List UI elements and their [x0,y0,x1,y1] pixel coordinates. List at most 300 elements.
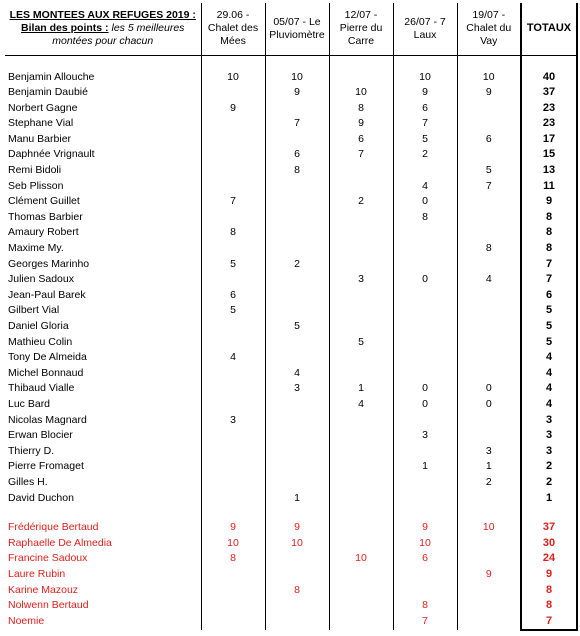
total-cell: 4 [521,350,577,366]
score-cell [329,257,393,273]
empty-cell [457,55,521,70]
score-cell [201,147,265,163]
score-cell [201,366,265,382]
score-cell [265,272,329,288]
score-cell [329,319,393,335]
table-row [5,319,577,335]
table-title [5,3,201,55]
score-cell [329,210,393,226]
participant-name: Manu Barbier [8,132,72,145]
participant-name: Georges Marinho [8,257,90,270]
event-header: 05/07 - Le Pluviomètre [265,3,329,55]
participant-name: Thibaud Vialle [8,382,75,395]
score-cell: 9 [457,567,521,583]
score-cell [201,428,265,444]
table-row [5,210,577,226]
table-row [5,116,577,132]
score-cell [329,366,393,382]
score-cell [265,303,329,319]
table-row [5,179,577,195]
participant-name: Mathieu Colin [8,335,73,348]
score-cell [329,536,393,552]
total-cell: 8 [521,225,577,241]
score-cell [265,598,329,614]
table-row [5,272,577,288]
score-cell [265,335,329,351]
table-row [5,163,577,179]
score-cell [457,536,521,552]
table-row [5,132,577,148]
participant-name: Nicolas Magnard [8,413,87,426]
table-row [5,225,577,241]
spacer-row [5,55,577,70]
participant-name: Thomas Barbier [8,210,83,223]
total-cell: 5 [521,303,577,319]
score-cell [329,475,393,491]
score-cell [457,428,521,444]
score-cell [265,179,329,195]
score-cell: 3 [457,444,521,460]
table-row [5,366,577,382]
score-cell: 0 [393,272,457,288]
score-cell [201,132,265,148]
table-row [5,413,577,429]
score-cell: 8 [201,551,265,567]
score-cell [265,132,329,148]
score-cell [393,163,457,179]
score-cell [201,614,265,631]
table-row [5,444,577,460]
participant-name: David Duchon [8,491,74,504]
score-cell: 4 [201,350,265,366]
participant-name: Laure Rubin [8,567,66,580]
participant-name: Amaury Robert [8,226,79,239]
title-bold: Bilan des points : [21,22,109,35]
event-header: 29.06 - Chalet des Mées [201,3,265,55]
score-cell [201,210,265,226]
score-cell [201,163,265,179]
score-cell: 5 [201,257,265,273]
score-cell: 2 [393,147,457,163]
total-cell: 7 [521,614,577,631]
total-cell: 5 [521,319,577,335]
participant-name: Daphnée Vrignault [8,148,95,161]
participant-name: Michel Bonnaud [8,366,84,379]
title-line2 [9,22,197,35]
score-cell [329,163,393,179]
score-cell [329,225,393,241]
score-cell [457,101,521,117]
score-cell: 10 [457,70,521,86]
score-cell: 2 [457,475,521,491]
score-cell [457,335,521,351]
participant-name: Gilles H. [8,475,48,488]
table-row [5,614,577,631]
participant-name: Thierry D. [8,444,55,457]
score-cell [393,350,457,366]
score-cell: 5 [265,319,329,335]
score-cell [329,288,393,304]
score-cell [457,598,521,614]
total-cell: 23 [521,116,577,132]
score-cell: 1 [329,381,393,397]
score-cell [201,116,265,132]
score-cell: 9 [457,85,521,101]
score-cell [329,413,393,429]
score-cell: 2 [265,257,329,273]
score-cell [329,520,393,536]
participant-name: Julien Sadoux [8,273,74,286]
score-cell [265,413,329,429]
score-cell [329,444,393,460]
empty-cell [329,55,393,70]
title-line3: montées pour chacun [52,35,154,48]
score-cell: 5 [457,163,521,179]
score-cell [265,225,329,241]
total-cell: 23 [521,101,577,117]
score-cell: 8 [201,225,265,241]
score-cell: 4 [457,272,521,288]
score-cell [329,491,393,507]
score-cell: 7 [265,116,329,132]
score-cell [329,428,393,444]
spacer-row [5,506,577,520]
score-cell: 5 [201,303,265,319]
participant-name: Francine Sadoux [8,552,88,565]
table-row [5,194,577,210]
total-cell: 4 [521,381,577,397]
table-row [5,459,577,475]
score-cell: 0 [393,381,457,397]
score-cell [265,428,329,444]
table-row [5,567,577,583]
total-cell: 3 [521,444,577,460]
score-cell: 1 [265,491,329,507]
score-cell [329,583,393,599]
score-cell: 6 [393,551,457,567]
score-cell: 8 [393,598,457,614]
score-cell [393,413,457,429]
table-row [5,536,577,552]
score-cell [457,366,521,382]
participant-name: Norbert Gagne [8,101,78,114]
score-cell: 10 [201,536,265,552]
total-cell: 8 [521,583,577,599]
table-row [5,335,577,351]
table-row [5,350,577,366]
total-cell: 6 [521,288,577,304]
participant-name: Benjamin Allouche [8,70,95,83]
total-cell: 3 [521,413,577,429]
score-cell [457,225,521,241]
score-cell: 8 [265,583,329,599]
score-cell [457,210,521,226]
score-cell [393,491,457,507]
score-cell [201,598,265,614]
score-cell [265,567,329,583]
score-cell [265,241,329,257]
table-row [5,303,577,319]
score-cell [457,491,521,507]
score-cell [265,475,329,491]
participant-name: Clément Guillet [8,195,80,208]
score-cell [201,272,265,288]
participant-name: Luc Bard [8,397,51,410]
score-cell: 5 [393,132,457,148]
score-cell: 9 [265,85,329,101]
empty-cell [521,55,577,70]
score-cell [457,614,521,631]
score-cell [457,116,521,132]
empty-cell [457,506,521,520]
score-cell [457,551,521,567]
score-cell: 6 [201,288,265,304]
score-cell [201,85,265,101]
score-cell: 5 [329,335,393,351]
score-cell [201,319,265,335]
totals-header: TOTAUX [521,3,577,55]
score-cell: 10 [201,70,265,86]
score-cell: 7 [201,194,265,210]
score-cell [265,459,329,475]
score-cell [393,567,457,583]
results-table [5,3,578,631]
total-cell: 15 [521,147,577,163]
score-cell: 9 [265,520,329,536]
score-cell: 3 [329,272,393,288]
total-cell: 9 [521,567,577,583]
score-cell: 0 [393,194,457,210]
participant-name: Daniel Gloria [8,320,69,332]
score-cell [329,598,393,614]
total-cell: 30 [521,536,577,552]
table-row [5,397,577,413]
score-cell [201,335,265,351]
participant-name: Stephane Vial [8,117,74,130]
score-cell [329,614,393,631]
table-row [5,241,577,257]
total-cell: 7 [521,257,577,273]
participant-name: Frédérique Bertaud [8,521,99,534]
title-italic: les 5 meilleures [108,22,185,35]
empty-cell [5,55,201,70]
score-cell: 10 [265,536,329,552]
empty-cell [201,55,265,70]
participant-name: Karine Mazouz [8,583,79,596]
score-cell: 0 [457,381,521,397]
participant-name: Noemie [8,615,45,628]
total-cell: 4 [521,366,577,382]
score-cell [265,444,329,460]
score-cell [393,225,457,241]
participant-name: Erwan Blocier [8,429,73,442]
participant-name: Benjamin Daubié [8,86,88,99]
table-row [5,583,577,599]
table-row [5,598,577,614]
score-cell [393,335,457,351]
score-cell: 4 [329,397,393,413]
participant-name: Seb Plisson [8,179,64,192]
total-cell: 40 [521,70,577,86]
table-row [5,475,577,491]
score-cell: 3 [393,428,457,444]
score-cell [329,350,393,366]
score-cell [265,101,329,117]
score-cell: 8 [329,101,393,117]
score-cell: 9 [329,116,393,132]
score-cell: 9 [393,520,457,536]
score-cell [457,257,521,273]
table-row [5,147,577,163]
score-cell [265,614,329,631]
score-cell [393,366,457,382]
score-cell: 3 [265,381,329,397]
total-cell: 11 [521,179,577,195]
participant-name: Gilbert Vial [8,304,60,317]
total-cell: 1 [521,491,577,507]
score-cell: 6 [265,147,329,163]
score-cell [329,179,393,195]
score-cell [329,459,393,475]
score-cell: 9 [201,520,265,536]
empty-cell [265,506,329,520]
score-cell: 1 [393,459,457,475]
total-cell: 5 [521,335,577,351]
score-cell: 10 [457,520,521,536]
score-cell [329,567,393,583]
score-cell [457,194,521,210]
participant-name: Raphaelle De Almedia [8,536,112,549]
score-cell: 7 [457,179,521,195]
total-cell: 7 [521,272,577,288]
score-cell [329,241,393,257]
score-cell [457,303,521,319]
score-cell [201,491,265,507]
score-cell [265,210,329,226]
score-cell [393,241,457,257]
total-cell: 37 [521,85,577,101]
score-cell [457,583,521,599]
score-cell: 1 [457,459,521,475]
table-row [5,428,577,444]
table-row [5,520,577,536]
event-header: 12/07 - Pierre du Carre [329,3,393,55]
score-cell [201,459,265,475]
score-cell: 4 [265,366,329,382]
table-row [5,101,577,117]
total-cell: 8 [521,241,577,257]
event-header: 19/07 - Chalet du Vay [457,3,521,55]
title-line1: LES MONTEES AUX REFUGES 2019 : [9,9,196,22]
total-cell: 8 [521,598,577,614]
score-cell: 10 [329,551,393,567]
empty-cell [329,506,393,520]
total-cell: 4 [521,397,577,413]
score-cell [393,444,457,460]
score-cell: 8 [265,163,329,179]
score-cell: 9 [201,101,265,117]
score-cell [329,303,393,319]
score-cell: 6 [393,101,457,117]
participant-name: Nolwenn Bertaud [8,599,89,612]
score-cell [201,475,265,491]
empty-cell [201,506,265,520]
results-body [5,55,577,630]
score-cell [201,241,265,257]
total-cell: 8 [521,210,577,226]
score-cell [201,179,265,195]
total-cell: 13 [521,163,577,179]
score-cell [265,194,329,210]
participant-name: Pierre Fromaget [8,460,84,473]
event-header: 26/07 - 7 Laux [393,3,457,55]
score-cell: 7 [393,116,457,132]
total-cell: 37 [521,520,577,536]
score-cell [201,397,265,413]
score-cell: 6 [329,132,393,148]
score-cell: 10 [393,70,457,86]
table-row [5,551,577,567]
empty-cell [521,506,577,520]
total-cell: 17 [521,132,577,148]
total-cell: 3 [521,428,577,444]
total-cell: 9 [521,194,577,210]
score-cell [457,288,521,304]
score-cell [457,147,521,163]
empty-cell [393,506,457,520]
score-cell: 4 [393,179,457,195]
participant-name: Tony De Almeida [8,351,87,364]
score-cell [393,583,457,599]
score-cell: 7 [393,614,457,631]
total-cell: 2 [521,475,577,491]
score-cell: 10 [393,536,457,552]
score-cell [329,70,393,86]
score-cell [265,350,329,366]
empty-cell [265,55,329,70]
participant-name: Remi Bidoli [8,164,62,177]
score-cell [457,413,521,429]
score-cell [201,444,265,460]
score-cell: 7 [329,147,393,163]
score-cell [393,303,457,319]
total-cell: 24 [521,551,577,567]
score-cell: 0 [393,397,457,413]
table-row [5,257,577,273]
score-cell: 3 [201,413,265,429]
score-cell [265,397,329,413]
score-cell [457,319,521,335]
score-cell: 9 [393,85,457,101]
table-row [5,381,577,397]
score-cell [457,350,521,366]
header-row [5,3,577,55]
score-cell [393,257,457,273]
score-cell [201,583,265,599]
score-cell [393,319,457,335]
empty-cell [393,55,457,70]
score-cell: 0 [457,397,521,413]
table-row [5,288,577,304]
score-cell [393,288,457,304]
score-cell: 6 [457,132,521,148]
score-cell: 10 [329,85,393,101]
score-cell: 2 [329,194,393,210]
empty-cell [5,506,201,520]
score-cell: 10 [265,70,329,86]
table-row [5,491,577,507]
participant-name: Maxime My. [8,242,64,255]
